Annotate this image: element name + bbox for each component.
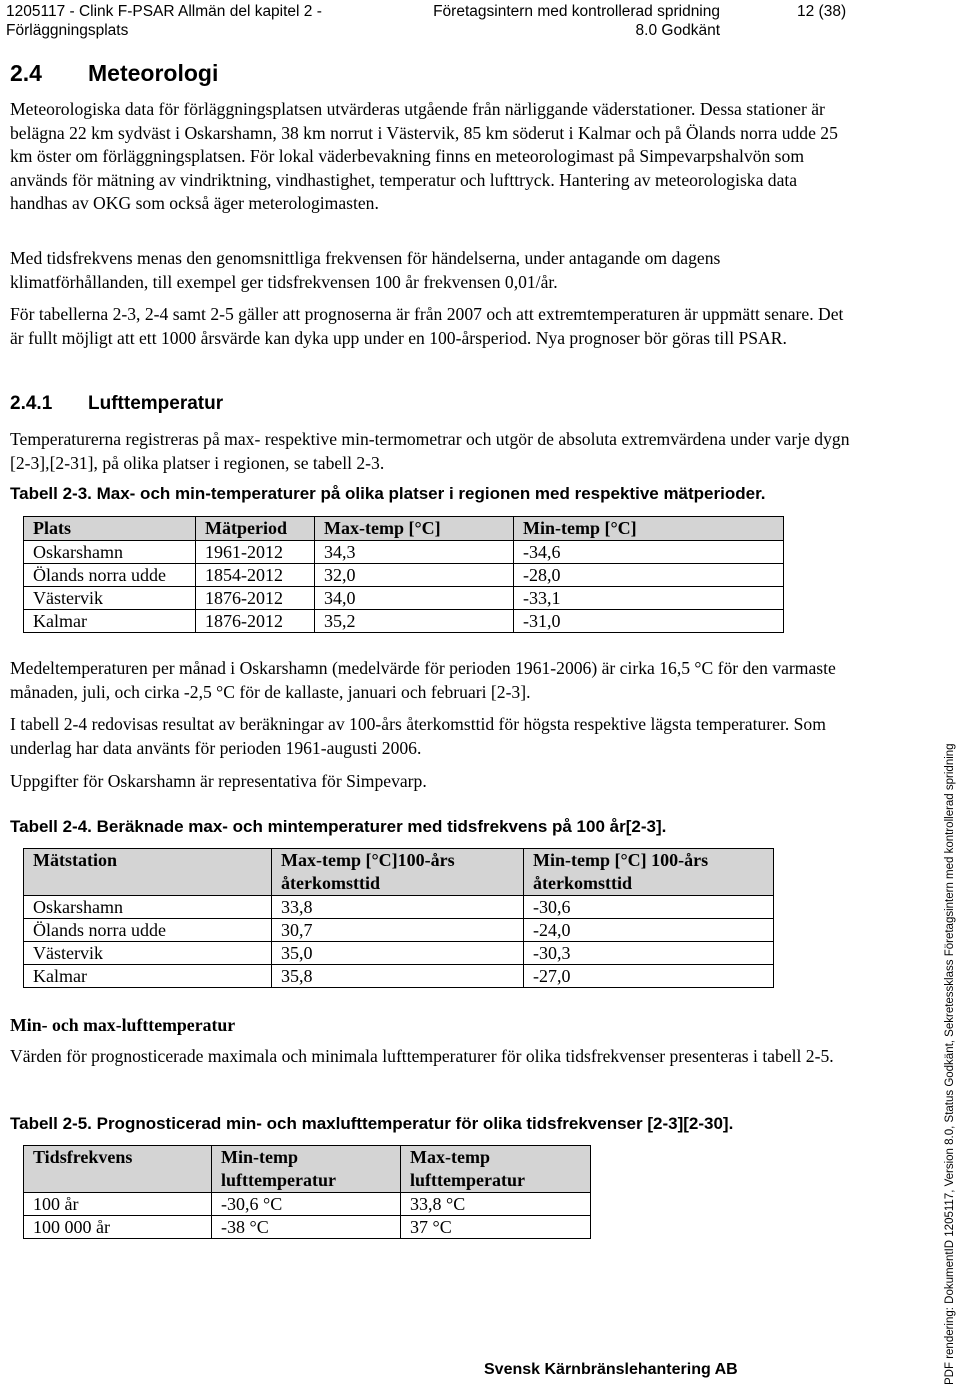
table-row [24, 919, 774, 942]
minmax-paragraph: Värden för prognosticerade maximala och minimala lufttemperaturer för olika tidsfrekvenser presenteras i tabell 2-5. [10, 1046, 834, 1066]
table-cell: 1961-2012 [196, 541, 315, 564]
column-header: Min-temp [°C] [514, 517, 784, 541]
section-paragraph: Meteorologiska data för förläggningsplatsen utvärderas utgående från närliggande väderstationer. Dessa stationer är belägna 22 km sydväst i Oskarshamn, 38 km norrut i Västervik, 85 km söderut i Kalmar och på Ölands norra udde 25 km öster om förläggningsplatsen. För lokal väderbevakning finns en meteorologimast på Simpevarpshalvön som används för mätning av vindriktning, vindhastighet, temperatur och lufttryck. Hantering av meteorologiska data handhas av OKG som också äger meterologimasten. [10, 99, 838, 213]
body-paragraph: I tabell 2-4 redovisas resultat av beräkningar av 100-års återkomsttid för högsta respektive lägsta temperaturer. Som underlag har data använts för perioden 1961-augusti 2006. [10, 714, 826, 758]
temperature-table [23, 516, 784, 633]
table-cell: -30,6 [524, 896, 774, 919]
column-header: Max-temp [°C]100-års återkomsttid [272, 849, 524, 896]
table-cell: 1876-2012 [196, 587, 315, 610]
header-doc-id: 1205117 - Clink F-PSAR Allmän del kapitel 2 - [6, 3, 322, 20]
table-header-row [24, 1146, 591, 1193]
table-caption: Tabell 2-5. Prognosticerad min- och maxlufttemperatur för olika tidsfrekvenser [2-3][2-30]. [10, 1114, 734, 1133]
table-cell: -31,0 [514, 610, 784, 633]
header-classification: Företagsintern med kontrollerad spridning [433, 3, 720, 20]
table-row [24, 1193, 591, 1216]
body-paragraph: Medeltemperaturen per månad i Oskarshamn (medelvärde för perioden 1961-2006) är cirka 16,5 °C för den varmaste månaden, juli, och cirka -2,5 °C för de kallaste, januari och februari [2-3]. [10, 658, 836, 702]
page-header-mid [418, 2, 720, 40]
table-cell: Oskarshamn [24, 541, 196, 564]
table-cell: 33,8 [272, 896, 524, 919]
table-header-row [24, 849, 774, 896]
table-row [24, 896, 774, 919]
column-header: Max-temp [°C] [315, 517, 514, 541]
body-paragraph: Uppgifter för Oskarshamn är representativa för Simpevarp. [10, 771, 427, 791]
table-cell: -30,6 °C [212, 1193, 401, 1216]
table-cell: 35,2 [315, 610, 514, 633]
column-header: Plats [24, 517, 196, 541]
section-paragraph: För tabellerna 2-3, 2-4 samt 2-5 gäller att prognoserna är från 2007 och att extremtemperaturen är uppmätt senare. Det är fullt möjligt att ett 1000 årsvärde kan dyka upp under en 100-årsperiod. Nya prognoser bör göras till PSAR. [10, 304, 844, 348]
page-footer: Svensk Kärnbränslehantering AB [484, 1361, 738, 1378]
table-cell: 30,7 [272, 919, 524, 942]
column-header: Min-temp [°C] 100-års återkomsttid [524, 849, 774, 896]
table-cell: Västervik [24, 942, 272, 965]
table-row [24, 541, 784, 564]
column-header: Max-temp lufttemperatur [401, 1146, 591, 1193]
table-row [24, 564, 784, 587]
table-cell: 34,0 [315, 587, 514, 610]
table-cell: -24,0 [524, 919, 774, 942]
table-cell: -33,1 [514, 587, 784, 610]
table-cell: Kalmar [24, 965, 272, 988]
table-cell: 32,0 [315, 564, 514, 587]
table-cell: 35,8 [272, 965, 524, 988]
rendering-sidebar: PDF rendering: DokumentID 1205117, Version 8.0, Status Godkänt, Sekretessklass Företagsintern med kontrollerad spridning [944, 743, 956, 1385]
section-heading [10, 60, 218, 87]
page-number: 12 (38) [797, 3, 847, 20]
table-cell: Kalmar [24, 610, 196, 633]
table-header-row [24, 517, 784, 541]
column-header: Min-temp lufttemperatur [212, 1146, 401, 1193]
page-header-left [6, 2, 322, 40]
table-cell: 35,0 [272, 942, 524, 965]
header-version: 8.0 Godkänt [635, 22, 720, 39]
table-cell: 1854-2012 [196, 564, 315, 587]
table-row [24, 610, 784, 633]
subsection-heading [10, 393, 223, 415]
table-cell: 100 år [24, 1193, 212, 1216]
forecast-table [23, 1145, 591, 1239]
column-header: Mätperiod [196, 517, 315, 541]
subsection-title: Lufttemperatur [88, 393, 224, 414]
table-cell: Oskarshamn [24, 896, 272, 919]
section-title: Meteorologi [88, 60, 219, 86]
minmax-heading: Min- och max-lufttemperatur [10, 1015, 236, 1035]
column-header: Mätstation [24, 849, 272, 896]
table-row [24, 587, 784, 610]
table-cell: 33,8 °C [401, 1193, 591, 1216]
section-paragraph: Med tidsfrekvens menas den genomsnittliga frekvensen för händelserna, under antagande om dagens klimatförhållanden, till exempel ger tidsfrekvensen 100 år frekvensen 0,01/år. [10, 248, 721, 292]
return-period-table [23, 848, 774, 988]
table-cell: Ölands norra udde [24, 564, 196, 587]
table-cell: Ölands norra udde [24, 919, 272, 942]
table-cell: Västervik [24, 587, 196, 610]
section-number: 2.4 [10, 60, 42, 86]
table-cell: -27,0 [524, 965, 774, 988]
subsection-intro: Temperaturerna registreras på max- respektive min-termometrar och utgör de absoluta extremvärdena under varje dygn [2-3],[2-31], på olika platser i regionen, se tabell 2-3. [10, 429, 850, 473]
table-row [24, 942, 774, 965]
header-chapter: Förläggningsplats [6, 22, 129, 39]
column-header: Tidsfrekvens [24, 1146, 212, 1193]
table-row [24, 1216, 591, 1239]
subsection-number: 2.4.1 [10, 393, 53, 414]
table-caption: Tabell 2-4. Beräknade max- och mintemperaturer med tidsfrekvens på 100 år[2-3]. [10, 817, 667, 836]
table-cell: -30,3 [524, 942, 774, 965]
table-cell: -28,0 [514, 564, 784, 587]
table-cell: -38 °C [212, 1216, 401, 1239]
table-cell: -34,6 [514, 541, 784, 564]
table-caption: Tabell 2-3. Max- och min-temperaturer på olika platser i regionen med respektive mätperioder. [10, 484, 766, 503]
table-cell: 37 °C [401, 1216, 591, 1239]
table-cell: 100 000 år [24, 1216, 212, 1239]
table-cell: 1876-2012 [196, 610, 315, 633]
table-cell: 34,3 [315, 541, 514, 564]
table-row [24, 965, 774, 988]
